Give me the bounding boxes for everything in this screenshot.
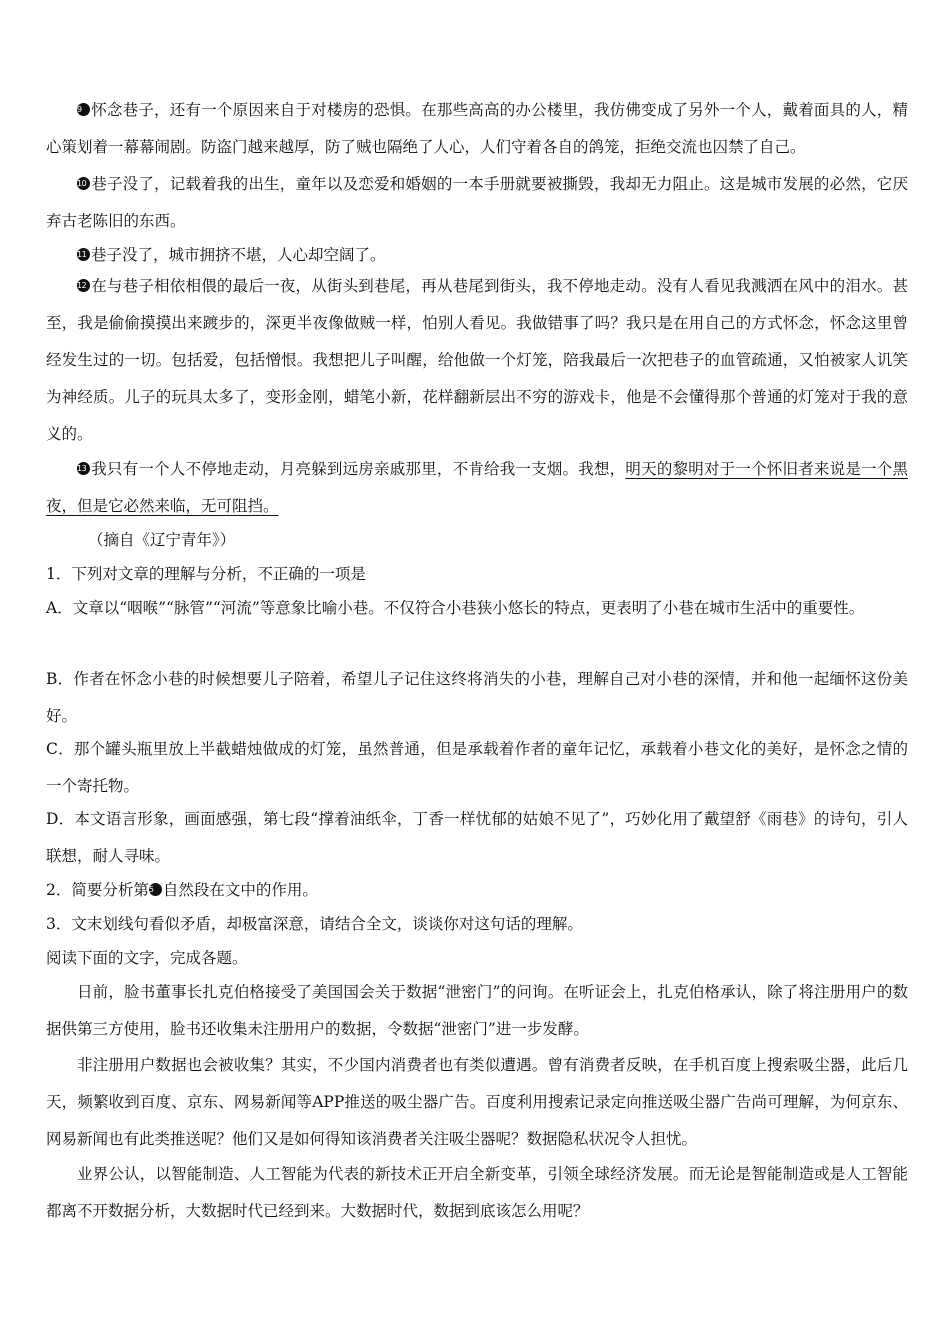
option-b: B．作者在怀念小巷的时候想要儿子陪着，希望儿子记住这终将消失的小巷，理解自己对小巷的深情，并和他一起缅怀这份美好。 bbox=[46, 670, 908, 725]
paragraph-10 bbox=[46, 166, 908, 240]
paragraph-text: 在与巷子相依相偎的最后一夜，从街头到巷尾，再从巷尾到街头，我不停地走动。没有人看见我溅洒在风中的泪水。甚至，我是偷偷摸摸出来踱步的，深更半夜像做贼一样，怕别人看见。我做错事了吗？我只是在用自己的方式怀念，怀念这里曾经发生过的一切。包括爱，包括憎恨。我想把儿子叫醒，给他做一个灯笼，陪我最后一次把巷子的血管疏通，又怕被家人讥笑为神经质。儿子的玩具太多了，变形金刚，蜡笔小新，花样翻新层出不穷的游戏卡，他是不会懂得那个普通的灯笼对于我的意义的。 bbox=[46, 277, 908, 443]
question-2-text-b: 自然段在文中的作用。 bbox=[162, 881, 318, 899]
paragraph-text: 怀念巷子，还有一个原因来自于对楼房的恐惧。在那些高高的办公楼里，我仿佛变成了另外一个人，戴着面具的人，精心策划着一幕幕闹剧。防盗门越来越厚，防了贼也隔绝了人心，人们守着各自的鸽笼，拒绝交流也囚禁了自己。 bbox=[46, 101, 908, 156]
paragraph-number-badge: 12 bbox=[77, 279, 90, 292]
paragraph-12 bbox=[46, 268, 908, 453]
reading-paragraph-3: 业界公认，以智能制造、人工智能为代表的新技术正开启全新变革，引领全球经济发展。而无论是智能制造或是人工智能都离不开数据分析，大数据时代已经到来。大数据时代，数据到底该怎么用呢？ bbox=[46, 1165, 908, 1220]
reading-paragraph-1: 日前，脸书董事长扎克伯格接受了美国国会关于数据“泄密门”的问询。在听证会上，扎克伯格承认，除了将注册用户的数据供第三方使用，脸书还收集未注册用户的数据，令数据“泄密门”进一步发酵。 bbox=[46, 983, 908, 1038]
paragraph-13 bbox=[46, 451, 908, 525]
paragraph-9 bbox=[46, 92, 908, 166]
paragraph-number-badge: 5 bbox=[149, 883, 162, 896]
question-2-text-a: 2．简要分析第 bbox=[46, 881, 149, 899]
reading-intro: 阅读下面的文字，完成各题。 bbox=[46, 949, 248, 967]
reading-paragraph-2: 非注册用户数据也会被收集？其实，不少国内消费者也有类似遭遇。曾有消费者反映，在手机百度上搜索吸尘器，此后几天，频繁收到百度、京东、网易新闻等APP推送的吸尘器广告。百度利用搜索记录定向推送吸尘器广告尚可理解，为何京东、网易新闻也有此类推送呢？他们又是如何得知该消费者关注吸尘器呢？数据隐私状况令人担忧。 bbox=[46, 1056, 908, 1148]
question-2 bbox=[46, 872, 908, 909]
paragraph-text: 巷子没了，城市拥挤不堪，人心却空阔了。 bbox=[91, 246, 386, 264]
question-3: 3．文末划线句看似矛盾，却极富深意，请结合全文，谈谈你对这句话的理解。 bbox=[46, 915, 583, 933]
paragraph-text: 我只有一个人不停地走动，月亮躲到远房亲戚那里，不肯给我一支烟。我想， bbox=[91, 460, 626, 478]
paragraph-number-badge: 11 bbox=[77, 248, 90, 261]
question-1: 1．下列对文章的理解与分析，不正确的一项是 bbox=[46, 565, 366, 583]
underlined-sentence: 明天的黎明对于一个怀旧者来说是一个黑夜，但是它必然来临，无可阻挡。 bbox=[46, 460, 908, 515]
paragraph-text: 巷子没了，记载着我的出生，童年以及恋爱和婚姻的一本手册就要被撕毁，我却无力阻止。这是城市发展的必然，它厌弃古老陈旧的东西。 bbox=[46, 175, 908, 230]
source-citation: （摘自《辽宁青年》） bbox=[88, 531, 236, 549]
option-a: A．文章以“咽喉”“脉管”“河流”等意象比喻小巷。不仅符合小巷狭小悠长的特点，更表明了小巷在城市生活中的重要性。 bbox=[46, 599, 865, 617]
paragraph-number-badge: 9 bbox=[77, 103, 90, 116]
option-c: C．那个罐头瓶里放上半截蜡烛做成的灯笼，虽然普通，但是承载着作者的童年记忆，承载着小巷文化的美好，是怀念之情的一个寄托物。 bbox=[46, 740, 908, 795]
paragraph-number-badge: 13 bbox=[77, 462, 90, 475]
paragraph-number-badge: 10 bbox=[77, 177, 90, 190]
option-d: D．本文语言形象，画面感强，第七段“撑着油纸伞，丁香一样忧郁的姑娘不见了”，巧妙化用了戴望舒《雨巷》的诗句，引人联想，耐人寻味。 bbox=[46, 810, 908, 865]
